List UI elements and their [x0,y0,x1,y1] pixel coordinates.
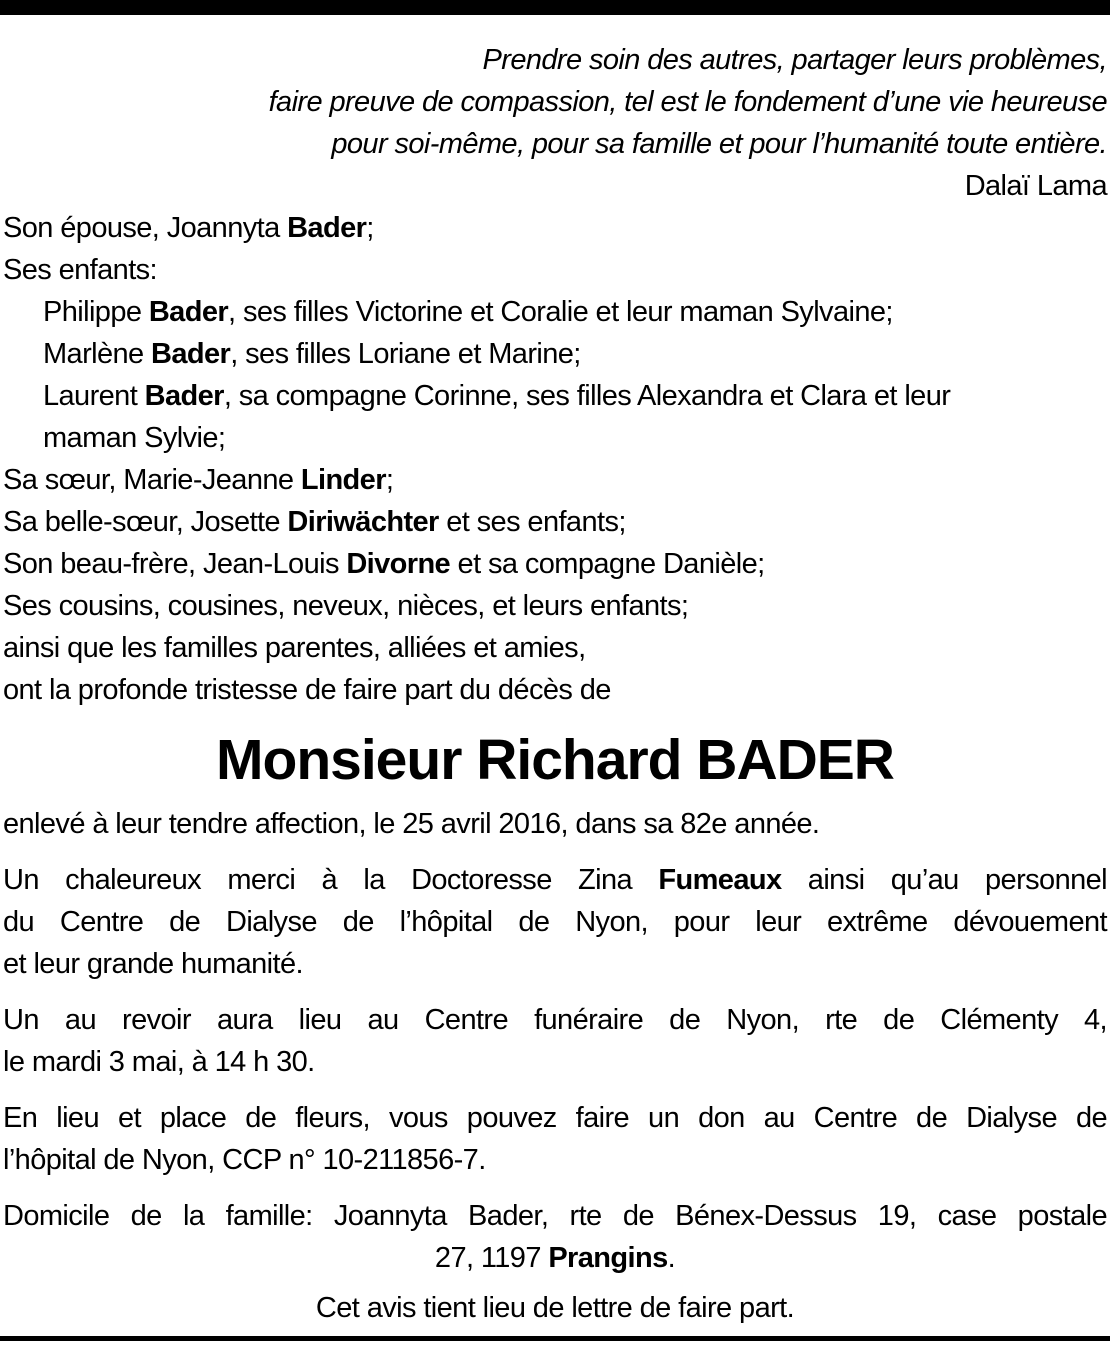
quote-block [3,39,1107,207]
paragraph-line [3,1195,1107,1237]
family-line [3,543,1107,585]
emphasized-name: Divorne [346,548,451,580]
text-segment: , ses filles Loriane et Marine; [230,338,581,370]
notice-body [0,15,1110,1329]
emphasized-name: Bader [148,296,229,328]
text-segment: ; [366,212,374,244]
paragraph-line [3,901,1107,943]
top-border-bar [0,0,1110,15]
paragraph-line [3,803,1107,845]
text-segment: ainsi qu’au personnel [781,864,1107,896]
text-segment: , ses filles Victorine et Coralie et leur maman Sylvaine; [228,296,893,328]
family-line [3,417,1107,459]
death-date-block [3,803,1107,845]
text-segment: pour soi-même, pour sa famille et pour l’humanité toute entière. [331,128,1107,160]
paragraph-line [3,859,1107,901]
text-segment: maman Sylvie; [43,422,226,454]
text-segment: 27, 1197 [434,1242,549,1274]
family-line [3,669,1107,711]
ceremony-block [3,999,1107,1083]
text-segment: ; [385,464,394,496]
text-segment: et leur grande humanité. [3,948,303,980]
donation-block [3,1097,1107,1181]
text-segment: En lieu et place de fleurs, vous pouvez faire un don au Centre de Dialyse de [3,1102,1107,1134]
family-line [3,249,1107,291]
text-segment: Sa belle-sœur, Josette [3,506,288,538]
emphasized-name: Bader [151,338,231,370]
emphasized-name: Bader [144,380,224,412]
text-segment: Prendre soin des autres, partager leurs problèmes, [482,44,1107,76]
family-line [3,291,1107,333]
emphasized-name: Diriwächter [287,506,439,538]
text-segment: Philippe [43,296,149,328]
text-segment: Domicile de la famille: Joannyta Bader, rte de Bénex-Dessus 19, case postale [3,1200,1107,1232]
text-segment: faire preuve de compassion, tel est le fondement d’une vie heureuse [268,86,1107,118]
quote-line [3,123,1107,165]
family-line [3,207,1107,249]
text-segment: , sa compagne Corinne, ses filles Alexandra et Clara et leur [223,380,951,412]
closing-block [3,1287,1107,1329]
text-segment: Monsieur Richard BADER [216,728,894,792]
text-segment: Dalaï Lama [964,170,1107,202]
text-segment: Cet avis tient lieu de lettre de faire part. [315,1292,795,1324]
text-segment: Son beau-frère, Jean-Louis [3,548,347,580]
text-segment: du Centre de Dialyse de l’hôpital de Nyon, pour leur extrême dévouement [3,906,1107,938]
family-line [3,375,1107,417]
text-segment: Ses cousins, cousines, neveux, nièces, et leurs enfants; [3,590,689,622]
emphasized-name: Linder [300,464,386,496]
paragraph-line [3,999,1107,1041]
thanks-block [3,859,1107,985]
paragraph-line [3,1139,1107,1181]
text-segment: Un au revoir aura lieu au Centre funéraire de Nyon, rte de Clémenty 4, [3,1004,1107,1036]
paragraph-line [3,943,1107,985]
family-line [3,627,1107,669]
text-segment: l’hôpital de Nyon, CCP n° 10-211856-7. [3,1144,486,1176]
text-segment: . [667,1242,676,1274]
text-segment: Marlène [43,338,152,370]
closing-line [3,1287,1107,1329]
deceased-name-block [3,723,1107,797]
text-segment: le mardi 3 mai, à 14 h 30. [3,1046,315,1078]
text-segment: ont la profonde tristesse de faire part du décès de [3,674,611,706]
text-segment: enlevé à leur tendre affection, le 25 avril 2016, dans sa 82e année. [3,808,820,840]
family-address-block [3,1195,1107,1279]
family-line [3,459,1107,501]
paragraph-line [3,1041,1107,1083]
emphasized-name: Prangins [548,1242,668,1274]
family-block [3,207,1107,711]
emphasized-name: Fumeaux [658,864,782,896]
emphasized-name: Bader [287,212,367,244]
family-line [3,501,1107,543]
text-segment: Laurent [43,380,145,412]
family-line [3,585,1107,627]
text-segment: Ses enfants: [3,254,158,286]
text-segment: ainsi que les familles parentes, alliées et amies, [3,632,586,664]
quote-line [3,39,1107,81]
text-segment: Son épouse, Joannyta [3,212,288,244]
text-segment: Un chaleureux merci à la Doctoresse Zina [3,864,659,896]
paragraph-line [3,1097,1107,1139]
deceased-name [3,723,1107,797]
text-segment: Sa sœur, Marie-Jeanne [3,464,301,496]
quote-line [3,81,1107,123]
text-segment: et sa compagne Danièle; [450,548,765,580]
paragraph-line [3,1237,1107,1279]
family-line [3,333,1107,375]
bottom-border-bar [0,1336,1110,1341]
text-segment: et ses enfants; [438,506,626,538]
quote-attribution [3,165,1107,207]
